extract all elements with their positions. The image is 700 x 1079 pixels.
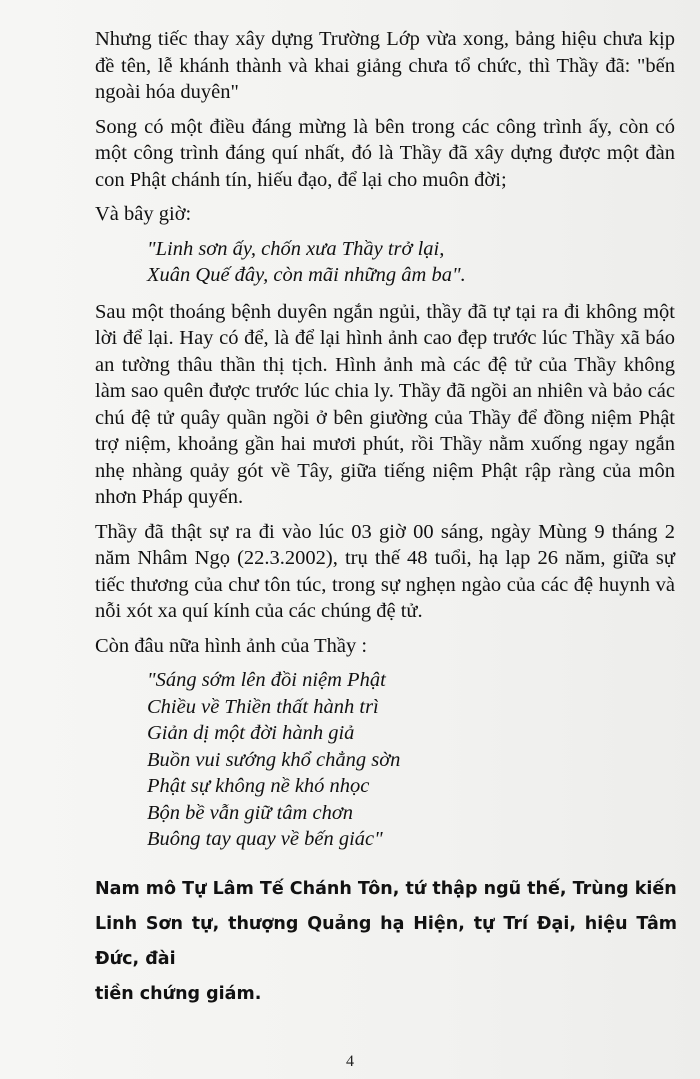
verse-2-line: Buồn vui sướng khổ chẳng sờn	[147, 748, 401, 771]
verse-2	[147, 667, 675, 853]
verse-2-line: Giản dị một đời hành giả	[147, 722, 355, 744]
verse-1-line: "Linh sơn ấy, chốn xưa Thầy trở lại,	[147, 237, 445, 260]
homage-line: Nam mô Tự Lâm Tế Chánh Tôn, tứ thập ngũ thế, Trùng kiến	[95, 879, 677, 899]
page-number: 4	[346, 1053, 354, 1070]
paragraph-5: Thầy đã thật sự ra đi vào lúc 03 giờ 00 sáng, ngày Mùng 9 tháng 2 năm Nhâm Ngọ (22.3.2002), trụ thế 48 tuổi, hạ lạp 26 năm, giữa sự tiếc thương của chư tôn túc, trong sự nghẹn ngào của các đệ huynh và nỗi xót xa quí kính của các chúng đệ tử.	[95, 520, 675, 622]
verse-2-line: "Sáng sớm lên đồi niệm Phật	[147, 669, 386, 691]
verse-1	[147, 236, 675, 289]
homage-invocation	[95, 872, 677, 1012]
body-text	[95, 26, 675, 863]
paragraph-6: Còn đâu nữa hình ảnh của Thầy :	[95, 634, 368, 657]
verse-1-line: Xuân Quế đây, còn mãi những âm ba".	[147, 264, 466, 286]
verse-2-line: Buông tay quay về bến giác"	[147, 828, 383, 850]
homage-line: tiền chứng giám.	[95, 984, 262, 1004]
verse-2-line: Bộn bề vẫn giữ tâm chơn	[147, 801, 354, 824]
paragraph-3: Và bây giờ:	[95, 203, 192, 225]
paragraph-2: Song có một điều đáng mừng là bên trong các công trình ấy, còn có một công trình đáng quí nhất, đó là Thầy đã xây dựng được một đàn con Phật chánh tín, hiếu đạo, để lại cho muôn đời;	[95, 115, 675, 191]
verse-2-line: Chiều về Thiền thất hành trì	[147, 695, 379, 718]
homage-line: Linh Sơn tự, thượng Quảng hạ Hiện, tự Trí Đại, hiệu Tâm Đức, đài	[95, 914, 677, 969]
paragraph-1: Nhưng tiếc thay xây dựng Trường Lớp vừa xong, bảng hiệu chưa kịp đề tên, lễ khánh thành và khai giảng chưa tổ chức, thì Thầy đã: "bến ngoài hóa duyên"	[95, 28, 675, 103]
verse-2-line: Phật sự không nề khó nhọc	[147, 775, 370, 797]
paragraph-4: Sau một thoáng bệnh duyên ngắn ngủi, thầy đã tự tại ra đi không một lời để lại. Hay có để, là để lại hình ảnh cao đẹp trước lúc Thầy xã báo an tường thâu thần thị tịch. Hình ảnh mà các đệ tử của Thầy không làm sao quên được trước lúc chia ly. Thầy đã ngồi an nhiên và bảo các chú đệ tử quây quần ngồi ở bên giường của Thầy để đồng niệm Phật trợ niệm, khoảng gần hai mươi phút, rồi Thầy nằm xuống ngay ngắn nhẹ nhàng quảy gót về Tây, giữa tiếng niệm Phật rập ràng của môn nhơn Pháp quyến.	[95, 300, 675, 508]
